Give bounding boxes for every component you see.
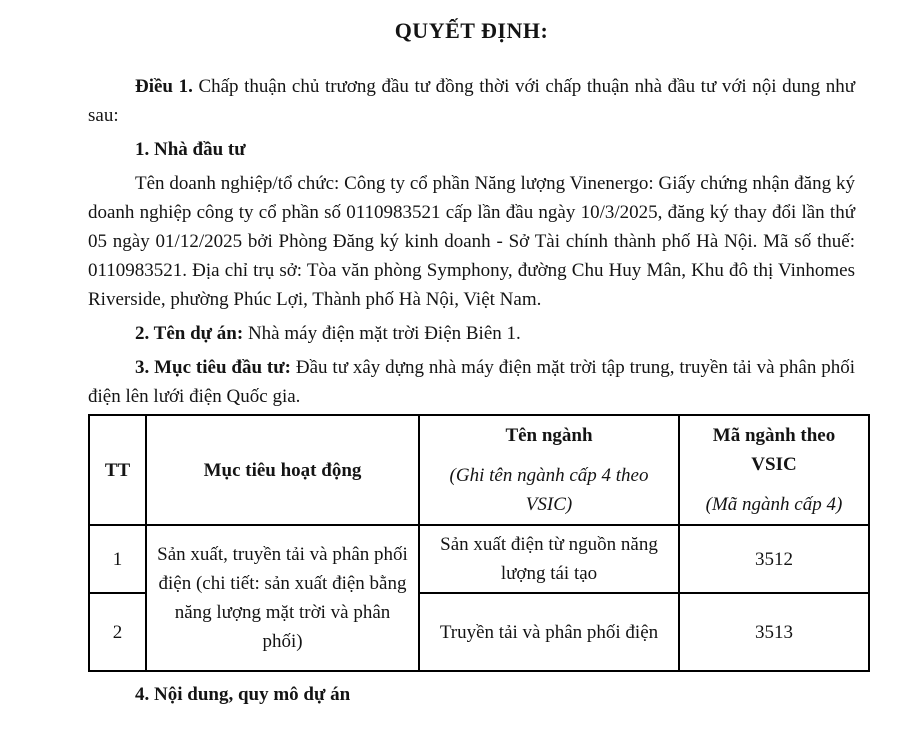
column-header-industry-label: Tên ngành [505, 425, 593, 446]
section-1-heading: 1. Nhà đầu tư [135, 139, 246, 160]
objective-merged-cell: Sản xuất, truyền tải và phân phối điện (chi tiết: sản xuất điện bằng năng lượng mặt trời và phân phối) [146, 525, 419, 671]
section-2-text: Nhà máy điện mặt trời Điện Biên 1. [247, 323, 521, 344]
column-header-industry [419, 415, 679, 525]
document-title: QUYẾT ĐỊNH: [394, 18, 549, 43]
column-header-industry-note: (Ghi tên ngành cấp 4 theo VSIC) [449, 465, 649, 515]
section-2-label: 2. Tên dự án: [135, 323, 244, 344]
section-2-paragraph [88, 319, 855, 348]
column-header-tt [89, 415, 146, 525]
table-header-row [89, 415, 869, 525]
section-3-label: 3. Mục tiêu đầu tư: [135, 357, 291, 378]
section-4-heading: 4. Nội dung, quy mô dự án [135, 684, 351, 705]
column-header-objective-label: Mục tiêu hoạt động [203, 459, 362, 481]
column-header-objective [146, 415, 419, 525]
section-3-text: Đầu tư xây dựng nhà máy điện mặt trời tập trung, truyền tải và phân phối điện lên lưới điện Quốc gia. [88, 357, 856, 407]
section-3-paragraph [88, 353, 855, 411]
article-1-label: Điều 1. [135, 76, 193, 97]
article-1-text: Chấp thuận chủ trương đầu tư đồng thời với chấp thuận nhà đầu tư với nội dung như sau: [88, 76, 856, 126]
row-1-industry: Sản xuất điện từ nguồn năng lượng tái tạo [419, 525, 679, 593]
investor-details-paragraph: Tên doanh nghiệp/tổ chức: Công ty cổ phần Năng lượng Vinenergo: Giấy chứng nhận đăng ký doanh nghiệp công ty cổ phần số 0110983521 cấp lần đầu ngày 10/3/2025, đăng ký thay đổi lần thứ 05 ngày 01/12/2025 bởi Phòng Đăng ký kinh doanh - Sở Tài chính thành phố Hà Nội. Mã số thuế: 0110983521. Địa chỉ trụ sở: Tòa văn phòng Symphony, đường Chu Huy Mân, Khu đô thị Vinhomes Riverside, phường Phúc Lợi, Thành phố Hà Nội, Việt Nam. [88, 173, 855, 310]
row-2-number: 2 [89, 593, 146, 671]
column-header-code [679, 415, 869, 525]
row-1-code: 3512 [679, 525, 869, 593]
row-2-code: 3513 [679, 593, 869, 671]
column-header-code-note: (Mã ngành cấp 4) [705, 494, 843, 515]
table-row [89, 525, 869, 593]
article-1-paragraph [88, 72, 855, 130]
column-header-tt-label: TT [104, 459, 131, 481]
column-header-code-label: Mã ngành theo VSIC [712, 425, 836, 475]
row-1-number: 1 [89, 525, 146, 593]
row-2-industry: Truyền tải và phân phối điện [419, 593, 679, 671]
industry-table [88, 414, 870, 672]
